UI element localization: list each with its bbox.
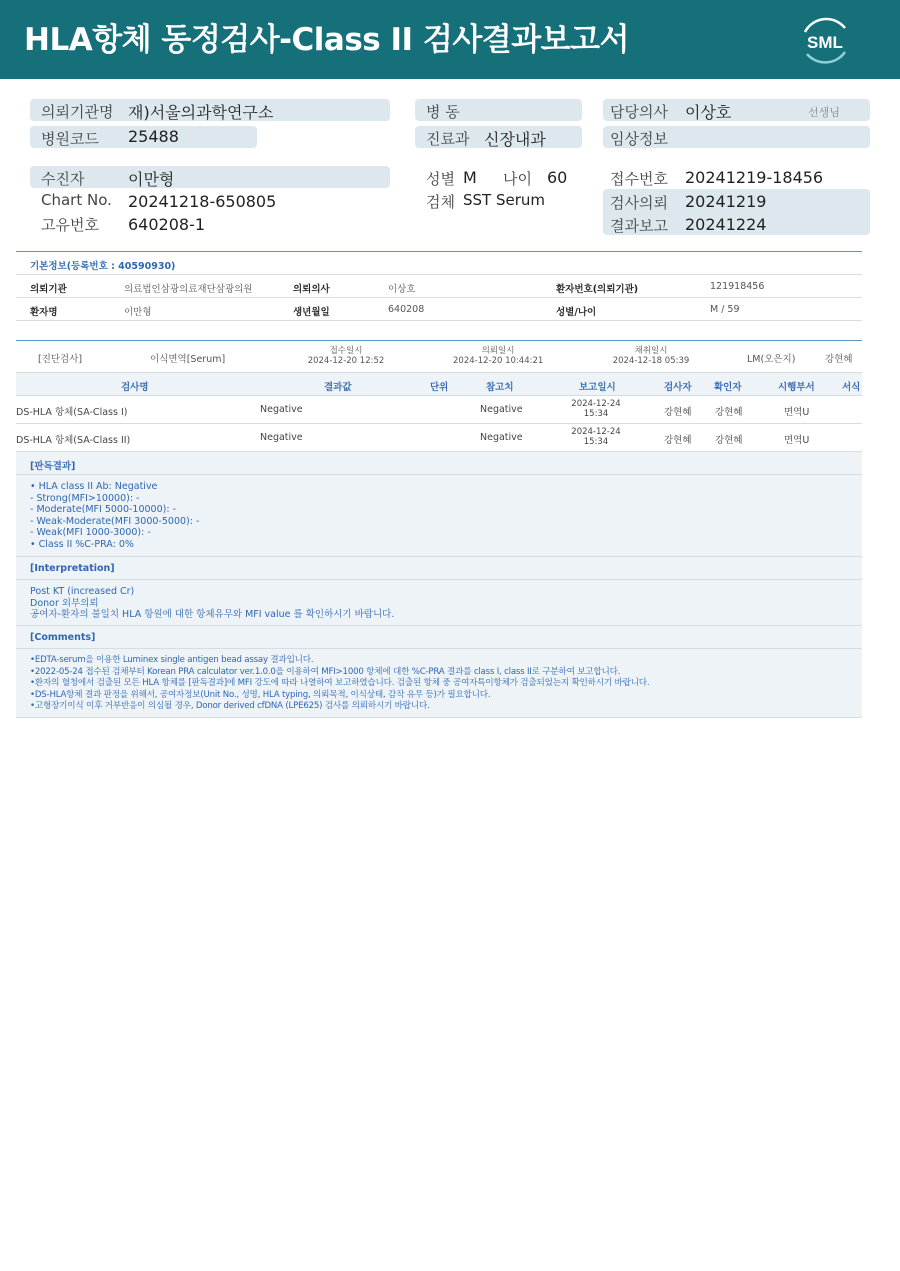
- doctor-suffix: 선생님: [808, 106, 840, 119]
- doctor-label: 담당의사: [610, 103, 668, 121]
- patient-label: 수진자: [41, 170, 85, 188]
- comment-line: •EDTA-serum을 이용한 Luminex single antigen bead assay 결과입니다.: [30, 655, 314, 665]
- hospital-code-label: 병원코드: [41, 130, 99, 148]
- interpretation-line: 공여자-환자의 불일치 HLA 항원에 대한 항체유무와 MFI value 를 확인하시기 바랍니다.: [30, 609, 395, 620]
- report-title: HLA항체 동정검사-Class II 검사결과보고서: [24, 22, 629, 58]
- judgement-line: - Moderate(MFI 5000-10000): -: [30, 504, 176, 515]
- test-header-row: [16, 341, 862, 373]
- requested-label: 의뢰일시: [481, 346, 515, 356]
- col-unit: 단위: [430, 382, 449, 393]
- doctor-value: 이상호: [685, 103, 732, 122]
- field-value: 의료법인삼광의료재단삼광의원: [124, 284, 253, 295]
- received-label: 접수일시: [329, 346, 363, 356]
- judgement-line: - Weak-Moderate(MFI 3000-5000): -: [30, 515, 200, 527]
- institution-label: 의뢰기관명: [41, 103, 114, 121]
- col-report-date: 보고일시: [579, 382, 616, 393]
- unique-no-value: 640208-1: [128, 215, 206, 234]
- age-label: 나이: [503, 170, 532, 188]
- field-label: 성별/나이: [556, 307, 597, 318]
- patient-value: 이만형: [128, 170, 175, 189]
- test-reference: Negative: [480, 432, 523, 443]
- ward-label: 병 동: [426, 103, 460, 121]
- col-test-name: 검사명: [121, 382, 149, 393]
- col-tester: 검사자: [664, 382, 692, 393]
- interpretation-title: [Interpretation]: [30, 563, 115, 574]
- tester: 강현혜: [664, 435, 692, 446]
- test-name: DS-HLA 항체(SA-Class II): [16, 435, 131, 446]
- test-reference: Negative: [480, 404, 523, 415]
- unique-no-label: 고유번호: [41, 216, 99, 234]
- tester: 강현혜: [664, 407, 692, 418]
- chart-no-value: 20241218-650805: [128, 192, 277, 211]
- interpretation-line: Donor 외부의뢰: [30, 597, 99, 609]
- department-label: 진료과: [426, 130, 470, 148]
- test-name: DS-HLA 항체(SA-Class I): [16, 407, 128, 418]
- basic-info-title-row: [16, 252, 862, 275]
- comment-line: •환자의 혈청에서 검출된 모든 HLA 항체를 [판독결과]에 MFI 강도에 따라 나열하여 보고하였습니다. 검출된 항체 중 공여자특이항체가 검출되었는지 확인하시기 바랍니다.: [30, 678, 650, 688]
- test-category: [진단검사]: [38, 354, 83, 365]
- field-value: 이만형: [124, 307, 152, 318]
- clinical-info-label: 임상정보: [610, 130, 668, 148]
- hospital-code-value: 25488: [128, 127, 179, 146]
- report-date-value: 20241224: [685, 215, 767, 234]
- test-results-table: [16, 340, 862, 452]
- interpretation-body: [16, 580, 862, 626]
- requested-value: 2024-12-20 10:44:21: [453, 356, 544, 366]
- test-specimen: 이식면역[Serum]: [150, 354, 226, 365]
- sml-logo: [795, 12, 855, 66]
- test-result: Negative: [260, 404, 303, 415]
- judgement-line: - Weak(MFI 1000-3000): -: [30, 527, 151, 538]
- received-datetime: [306, 346, 386, 366]
- svg-text:SML: SML: [807, 33, 843, 52]
- department: 면역U: [784, 407, 810, 418]
- comment-line: •2022-05-24 접수된 검체부터 Korean PRA calculator ver.1.0.0을 이용하여 MFI>1000 항체에 대한 %C-PRA 결과를 class I, class II로 구분하여 보고합니다.: [30, 666, 621, 677]
- basic-info-table: [16, 251, 862, 321]
- test-report-datetime: [566, 427, 626, 447]
- checker: 강현혜: [715, 407, 743, 418]
- field-label: 환자명: [30, 307, 58, 318]
- receipt-no-label: 접수번호: [610, 170, 668, 188]
- field-label: 환자번호(의뢰기관): [556, 284, 639, 295]
- field-value: 640208: [388, 304, 425, 315]
- col-form: 서식: [842, 382, 861, 393]
- judgement-title: [판독결과]: [30, 461, 76, 472]
- requested-datetime: [453, 346, 543, 366]
- table-row: [16, 424, 862, 452]
- received-value: 2024-12-20 12:52: [307, 356, 385, 366]
- judgement-line: • Class II %C-PRA: 0%: [30, 538, 134, 550]
- comment-line: •고형장기이식 이후 거부반응이 의심될 경우, Donor derived cfDNA (LPE625) 검사를 의뢰하시기 바랍니다.: [30, 701, 430, 711]
- comments-title: [Comments]: [30, 632, 96, 643]
- request-date-value: 20241219: [685, 192, 767, 211]
- basic-info-title: 기본정보(등록번호 : 40590930): [30, 261, 176, 272]
- checker: 강현혜: [715, 435, 743, 446]
- column-header-row: [16, 373, 862, 396]
- col-reference: 참고치: [486, 382, 514, 393]
- specimen-label: 검체: [426, 193, 455, 211]
- report-time: 15:34: [583, 437, 609, 447]
- basic-info-row: [16, 275, 862, 298]
- age-value: 60: [547, 168, 568, 187]
- report-date: 2024-12-24: [571, 427, 621, 437]
- test-result: Negative: [260, 432, 303, 443]
- basic-info-row: [16, 298, 862, 321]
- field-value: M / 59: [710, 304, 740, 315]
- comment-line: •DS-HLA항체 결과 판정을 위해서, 공여자정보(Unit No., 성명, HLA typing, 의뢰목적, 이식상태, 감작 유무 등)가 필요합니다.: [30, 689, 491, 700]
- col-department: 시행부서: [778, 382, 815, 393]
- report-header: [0, 0, 900, 79]
- sml-logo-icon: [795, 12, 855, 66]
- department: 면역U: [784, 435, 810, 446]
- lab-person: 강현혜: [825, 354, 853, 365]
- field-label: 의뢰의사: [293, 284, 330, 295]
- chart-no-label: Chart No.: [41, 191, 112, 209]
- report-date-label: 결과보고: [610, 217, 668, 235]
- lab-manager: LM(오은지): [747, 354, 796, 365]
- judgement-section: [16, 452, 862, 718]
- field-label: 생년월일: [293, 307, 330, 318]
- interpretation-line: Post KT (increased Cr): [30, 586, 135, 597]
- field-value: 121918456: [710, 281, 765, 292]
- comments-body: [16, 649, 862, 718]
- judgement-line: • HLA class II Ab: Negative: [30, 481, 158, 492]
- department-value: 신장내과: [484, 130, 546, 149]
- judgement-line: - Strong(MFI>10000): -: [30, 492, 140, 504]
- field-label: 의뢰기관: [30, 284, 67, 295]
- request-date-label: 검사의뢰: [610, 194, 668, 212]
- col-checker: 확인자: [714, 382, 742, 393]
- judgement-title-row: [16, 452, 862, 475]
- specimen-value: SST Serum: [463, 191, 546, 209]
- field-value: 이상호: [388, 284, 416, 295]
- report-time: 15:34: [583, 409, 609, 419]
- table-row: [16, 396, 862, 424]
- institution-value: 재)서울의과학연구소: [128, 103, 274, 122]
- sex-value: M: [463, 168, 477, 187]
- comments-title-row: [16, 626, 862, 649]
- report-date: 2024-12-24: [571, 399, 621, 409]
- collected-datetime: [611, 346, 691, 366]
- collected-value: 2024-12-18 05:39: [612, 356, 690, 366]
- test-report-datetime: [566, 399, 626, 419]
- col-result: 결과값: [324, 382, 352, 393]
- sex-label: 성별: [426, 170, 455, 188]
- interpretation-title-row: [16, 557, 862, 580]
- judgement-body: [16, 475, 862, 557]
- collected-label: 채취일시: [634, 346, 668, 356]
- receipt-no-value: 20241219-18456: [685, 168, 824, 187]
